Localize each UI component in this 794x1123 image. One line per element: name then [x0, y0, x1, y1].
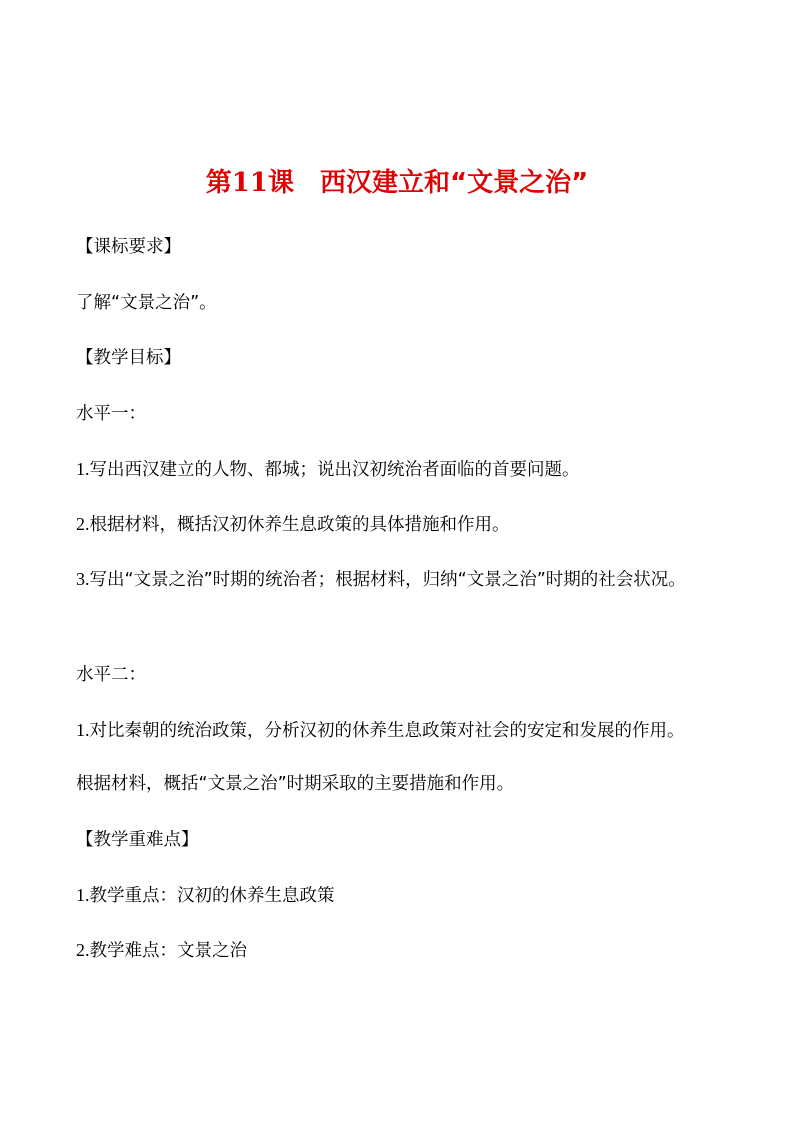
level2-item: [76, 715, 726, 746]
title-lesson: 课: [267, 168, 294, 198]
title-main: 西汉建立和“文景之治”: [320, 168, 589, 198]
item-text: 写出“文景之治”时期的统治者；根据材料，归纳“文景之治”时期的社会状况。: [89, 570, 686, 590]
key-points-heading: 【教学重难点】: [76, 830, 199, 850]
page-title: [0, 163, 794, 203]
key-point-item: [76, 880, 726, 911]
key-point-item: [76, 935, 726, 966]
level2-item: [76, 769, 726, 799]
level1-item: [76, 454, 726, 485]
level1-item: [76, 557, 726, 602]
item-text: 根据材料，概括汉初休养生息政策的具体措施和作用。: [89, 515, 510, 535]
standard-content: 了解“文景之治”。: [76, 293, 217, 313]
item-text: 根据材料，概括“文景之治”时期采取的主要措施和作用。: [76, 774, 515, 794]
item-text: 对比秦朝的统治政策，分析汉初的休养生息政策对社会的安定和发展的作用。: [89, 721, 685, 741]
item-text: 教学重点：汉初的休养生息政策: [89, 886, 335, 906]
title-number: 11: [231, 168, 268, 198]
level1-item: [76, 509, 726, 540]
item-number: 3.: [76, 569, 90, 589]
item-number: 1.: [76, 885, 90, 905]
item-text: 教学难点：文景之治: [89, 941, 247, 961]
level2-label: 水平二：: [76, 665, 146, 685]
item-text: 写出西汉建立的人物、都城；说出汉初统治者面临的首要问题。: [89, 460, 580, 480]
standard-heading: 【课标要求】: [76, 237, 181, 257]
title-gap: [294, 168, 320, 198]
level1-label: 水平一：: [76, 404, 146, 424]
item-number: 1.: [76, 459, 90, 479]
objectives-heading: 【教学目标】: [76, 348, 181, 368]
item-number: 2.: [76, 940, 90, 960]
item-number: 1.: [76, 720, 90, 740]
item-number: 2.: [76, 514, 90, 534]
title-prefix: 第: [205, 168, 232, 198]
